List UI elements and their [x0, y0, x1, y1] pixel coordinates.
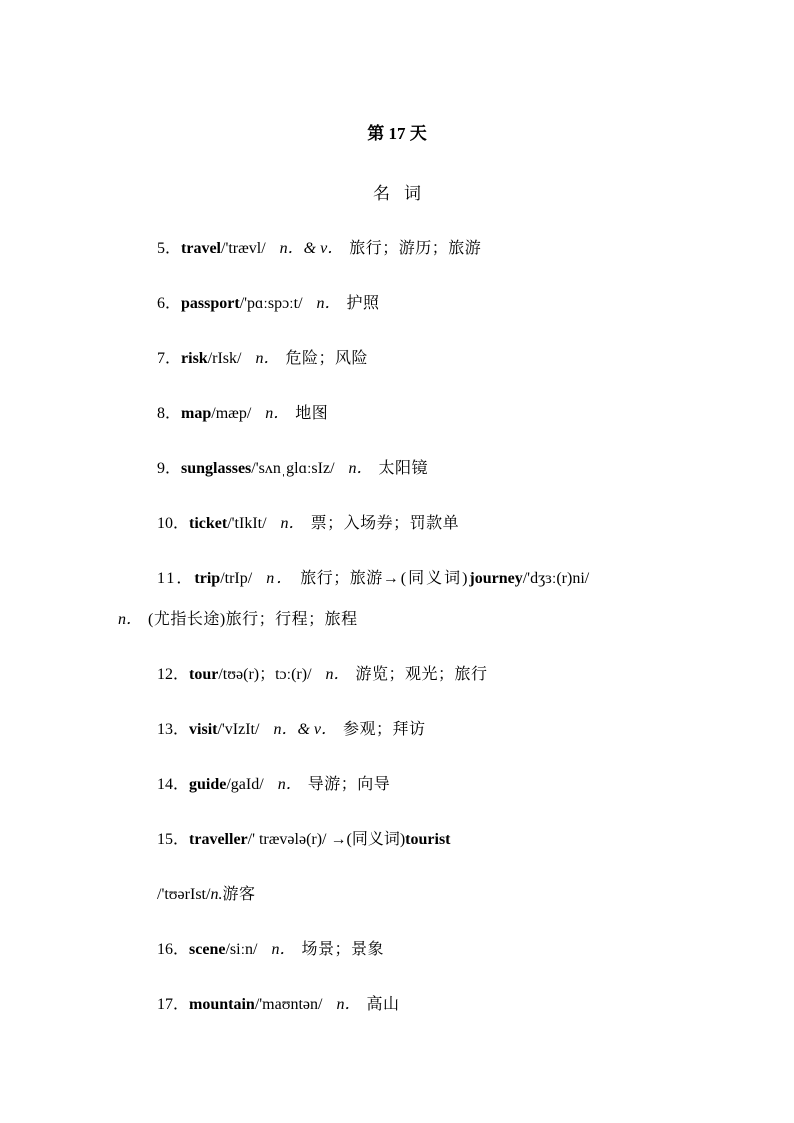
entry-phonetic: /rIsk/: [207, 350, 242, 367]
entry-number: 6．: [157, 295, 182, 312]
vocab-entry: [157, 718, 426, 742]
entry-word: travel: [181, 240, 221, 257]
entry-part-of-speech: n．: [280, 515, 305, 532]
vocab-entry: [157, 993, 400, 1017]
entry-word: passport: [181, 295, 240, 312]
page-title: 第 17 天: [367, 124, 427, 143]
entry-word: scene: [189, 941, 226, 958]
entry-number: 5．: [157, 240, 182, 257]
vocab-entry: [157, 237, 481, 261]
vocab-entry: [157, 347, 368, 371]
vocab-entry: [157, 292, 380, 316]
entry-phonetic: /'pɑːspɔːt/: [239, 295, 303, 312]
entry-part-of-speech: n．& v．: [279, 240, 344, 257]
entry-meaning: (尤指长途)旅行；行程；旅程: [148, 611, 358, 628]
vocab-entry: [157, 512, 459, 536]
entry-phonetic: /'sʌnˌglɑːsIz/: [251, 460, 335, 477]
entry-word: risk: [181, 350, 208, 367]
entry-part-of-speech: n．: [271, 941, 296, 958]
vocab-entry-continuation: [118, 608, 358, 632]
entry-meaning: 参观；拜访: [343, 721, 426, 738]
entry-part-of-speech: n．: [266, 570, 295, 587]
entry-meaning: 旅行；游历；旅游: [349, 240, 482, 257]
entry-part-of-speech: n．: [325, 666, 350, 683]
entry-meaning: 票；入场券；罚款单: [310, 515, 460, 532]
entry-number: 11．: [157, 570, 195, 587]
entry-number: 14．: [157, 776, 190, 793]
vocab-entry: [157, 663, 488, 687]
entry-part-of-speech: n．: [255, 350, 280, 367]
entry-meaning: 护照: [346, 295, 380, 312]
entry-number: 12．: [157, 666, 190, 683]
synonym-phonetic: /'tʊərIst/: [157, 886, 211, 903]
entry-number: 13．: [157, 721, 190, 738]
entry-number: 17．: [157, 996, 190, 1013]
entry-word: traveller: [189, 831, 248, 848]
entry-phonetic: /'maʊntən/: [254, 996, 323, 1013]
entry-part-of-speech: n.: [210, 886, 223, 903]
entry-meaning: 导游；向导: [307, 776, 391, 793]
entry-part-of-speech: n．: [277, 776, 302, 793]
entry-part-of-speech: n．: [265, 405, 290, 422]
entry-word: trip: [194, 570, 221, 587]
entry-phonetic: /' trævələ(r)/: [247, 831, 327, 848]
entry-word: sunglasses: [181, 460, 252, 477]
entry-number: 15．: [157, 831, 190, 848]
entry-phonetic: /trIp/: [220, 570, 253, 587]
entry-number: 10．: [157, 515, 190, 532]
vocab-entry: [157, 457, 428, 481]
vocab-entry-continuation: [157, 883, 255, 907]
synonym-phonetic: /'dʒɜː(r)ni/: [522, 570, 590, 587]
entry-phonetic: /tʊə(r)；tɔː(r)/: [218, 666, 312, 683]
vocab-entry: [157, 773, 390, 797]
synonym-word: tourist: [405, 831, 451, 848]
entry-meaning: 游览；观光；旅行: [355, 666, 488, 683]
entry-word: mountain: [189, 996, 255, 1013]
entry-meaning: 高山: [366, 996, 400, 1013]
entry-phonetic: /'vIzIt/: [217, 721, 260, 738]
entry-word: guide: [189, 776, 227, 793]
entry-meaning: 地图: [295, 405, 329, 422]
entry-part-of-speech: n．: [348, 460, 373, 477]
vocab-entry: [157, 828, 451, 852]
entry-number: 16．: [157, 941, 190, 958]
section-heading: 名词: [373, 184, 435, 203]
entry-word: visit: [189, 721, 218, 738]
entry-meaning: 太阳镜: [378, 460, 429, 477]
vocab-entry: [157, 402, 328, 426]
entry-part-of-speech: n．: [118, 611, 143, 628]
entry-part-of-speech: n．: [316, 295, 341, 312]
entry-phonetic: /gaId/: [226, 776, 264, 793]
synonym-word: journey: [469, 570, 523, 587]
entry-number: 8．: [157, 405, 182, 422]
entry-meaning: 场景；景象: [301, 941, 384, 958]
entry-word: tour: [189, 666, 219, 683]
entry-part-of-speech: n．: [336, 996, 361, 1013]
entry-word: map: [181, 405, 212, 422]
entry-phonetic: /'trævl/: [221, 240, 266, 257]
entry-phonetic: /mæp/: [211, 405, 252, 422]
entry-number: 9．: [157, 460, 182, 477]
vocab-entry: [157, 567, 589, 591]
entry-number: 7．: [157, 350, 182, 367]
synonym-arrow: →(同义词): [330, 831, 406, 848]
synonym-arrow: →(同义词): [382, 570, 470, 587]
entry-part-of-speech: n．& v．: [273, 721, 338, 738]
entry-meaning: 游客: [222, 886, 256, 903]
entry-phonetic: /'tIkIt/: [227, 515, 267, 532]
entry-phonetic: /siːn/: [225, 941, 258, 958]
entry-meaning: 旅行；旅游: [300, 570, 383, 587]
entry-meaning: 危险；风险: [285, 350, 368, 367]
vocab-entry: [157, 938, 384, 962]
entry-word: ticket: [189, 515, 228, 532]
